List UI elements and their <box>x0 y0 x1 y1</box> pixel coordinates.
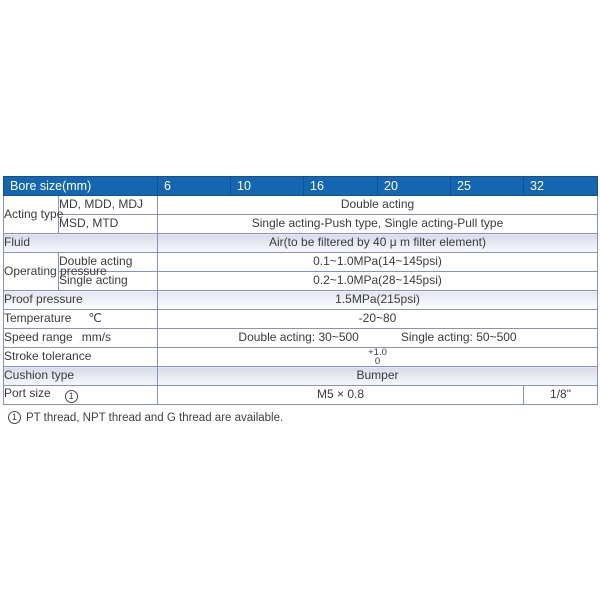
acting-type-row-single <box>4 215 598 234</box>
fluid-row <box>4 234 598 253</box>
fluid-label: Fluid <box>4 234 158 253</box>
operating-pressure-value-double: 0.1~1.0MPa(14~145psi) <box>158 253 598 272</box>
speed-range-row <box>4 329 598 348</box>
acting-type-value-double: Double acting <box>158 196 598 215</box>
footnote <box>8 411 283 424</box>
proof-pressure-row <box>4 291 598 310</box>
operating-pressure-row-single <box>4 272 598 291</box>
operating-pressure-mode-single: Single acting <box>59 272 158 291</box>
bore-column-25: 25 <box>451 177 524 196</box>
port-size-label <box>4 386 158 405</box>
bore-column-10: 10 <box>231 177 304 196</box>
stroke-tolerance-lower: 0 <box>374 356 381 367</box>
operating-pressure-value-single: 0.2~1.0MPa(28~145psi) <box>158 272 598 291</box>
header-row <box>4 177 598 196</box>
acting-type-models-single: MSD, MTD <box>59 215 158 234</box>
speed-range-single-acting: Single acting: 50~500 <box>400 330 517 345</box>
bore-column-16: 16 <box>304 177 378 196</box>
temperature-label <box>4 310 158 329</box>
bore-size-header-label: Bore size(mm) <box>4 177 158 196</box>
speed-range-label <box>4 329 158 348</box>
bore-column-32: 32 <box>524 177 598 196</box>
operating-pressure-mode-double: Double acting <box>59 253 158 272</box>
speed-range-label-text: Speed range <box>4 330 73 345</box>
stroke-tolerance-row <box>4 348 598 367</box>
cushion-type-value: Bumper <box>158 367 598 386</box>
proof-pressure-label: Proof pressure <box>4 291 158 310</box>
speed-range-values <box>158 329 598 348</box>
celsius-unit: ℃ <box>88 311 102 326</box>
bore-column-20: 20 <box>378 177 451 196</box>
proof-pressure-value: 1.5MPa(215psi) <box>158 291 598 310</box>
port-size-row <box>4 386 598 405</box>
footnote-1-marker-icon: 1 <box>8 411 21 424</box>
fluid-value: Air(to be filtered by 40 μ m filter element) <box>158 234 598 253</box>
stroke-tolerance-upper: +1.0 <box>368 347 387 358</box>
cushion-type-label: Cushion type <box>4 367 158 386</box>
bore-size-spec-table <box>3 176 598 405</box>
temperature-row <box>4 310 598 329</box>
operating-pressure-row-double <box>4 253 598 272</box>
temperature-label-text: Temperature <box>4 311 72 326</box>
acting-type-value-single: Single acting-Push type, Single acting-Pull type <box>158 215 598 234</box>
stroke-tolerance-value <box>158 348 598 367</box>
footnote-text: PT thread, NPT thread and G thread are available. <box>26 411 284 424</box>
speed-range-unit: mm/s <box>81 330 112 345</box>
temperature-value: -20~80 <box>158 310 598 329</box>
port-size-value-bore-32: 1/8" <box>524 386 598 405</box>
stroke-tolerance-label: Stroke tolerance <box>4 348 158 367</box>
speed-range-double-acting: Double acting: 30~500 <box>238 330 359 345</box>
port-size-value-small-bores: M5 × 0.8 <box>158 386 524 405</box>
cushion-type-row <box>4 367 598 386</box>
bore-column-6: 6 <box>158 177 231 196</box>
footnote-1-marker-icon: 1 <box>65 390 78 403</box>
operating-pressure-label: Operating pressure <box>4 253 59 291</box>
port-size-label-text: Port size <box>4 386 51 400</box>
acting-type-models-double: MD, MDD, MDJ <box>59 196 158 215</box>
acting-type-label: Acting type <box>4 196 59 234</box>
acting-type-row-double <box>4 196 598 215</box>
